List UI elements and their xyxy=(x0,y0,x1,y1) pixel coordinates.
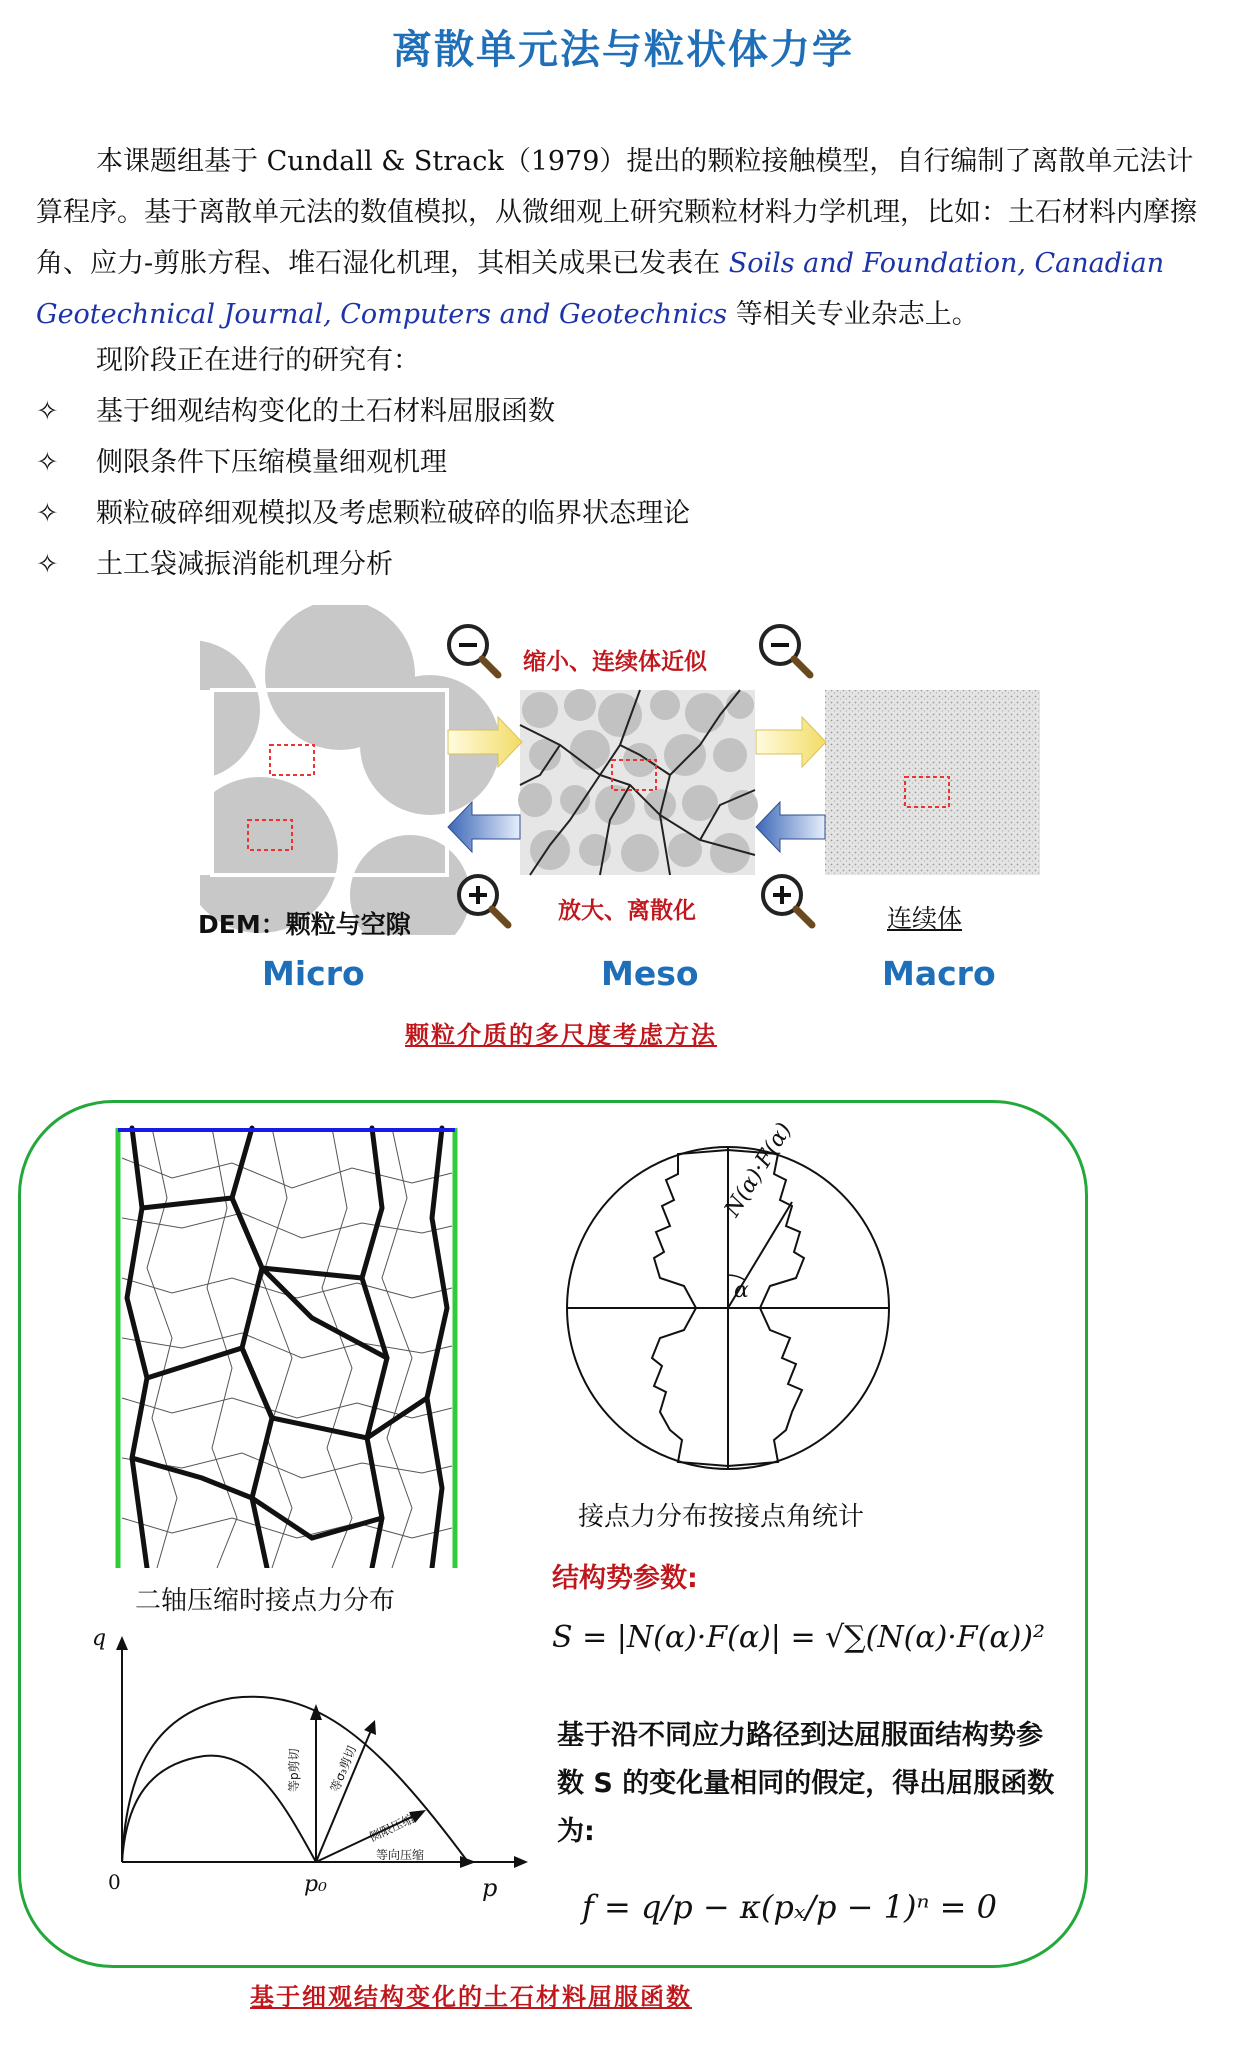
page-title: 离散单元法与粒状体力学 xyxy=(392,27,854,73)
polar-caption: 接点力分布按接点角统计 xyxy=(578,1502,865,1532)
intro-text-part1: 本课题组基于 Cundall & Strack（1979）提出的颗粒接触模型，自行编制了离散单元法计算程序。基于离散单元法的数值模拟，从微细观上研究颗粒材料力学机理，比如：土石材料内摩擦角、应力-剪胀方程、堆石湿化机理，其相关成果已发表在 xyxy=(36,146,1197,279)
intro-paragraph xyxy=(36,136,1216,340)
meso-panel xyxy=(518,689,758,875)
formula-f: f = q/p − κ(pₓ/p − 1)ⁿ = 0 xyxy=(582,1888,997,1926)
zoom-in-label: 放大、离散化 xyxy=(558,898,696,924)
polar-annotation: N(α)·F(α) xyxy=(720,1118,798,1222)
structure-param-heading: 结构势参数: xyxy=(552,1563,698,1594)
list-item: ✧ 基于细观结构变化的土石材料屈服函数 xyxy=(36,396,555,427)
sparkle-bullet-icon: ✧ xyxy=(36,447,59,478)
dem-label: DEM：颗粒与空隙 xyxy=(198,910,411,939)
scale-label-macro: Macro xyxy=(882,954,996,993)
list-item: ✧ 土工袋减振消能机理分析 xyxy=(36,549,393,580)
p-axis-label: p xyxy=(482,1874,498,1902)
figure1-caption: 颗粒介质的多尺度考虑方法 xyxy=(405,1021,717,1049)
journal-names: Soils and Foundation, Canadian Geotechnical Journal, Computers and Geotechnics xyxy=(36,248,1165,330)
path-label-constant-p: 等p剪切 xyxy=(287,1748,301,1792)
sparkle-bullet-icon: ✧ xyxy=(36,498,59,529)
contact-force-network xyxy=(112,1118,462,1568)
polar-angle-label: α xyxy=(734,1278,749,1303)
formula-S: S = |N(α)·F(α)| = √∑(N(α)·F(α))² xyxy=(552,1620,1046,1655)
zoom-out-label: 缩小、连续体近似 xyxy=(523,649,707,675)
path-label-constant-sigma3: 等σ₃剪切 xyxy=(327,1743,359,1794)
magnifier-minus-icon xyxy=(449,626,498,675)
network-caption: 二轴压缩时接点力分布 xyxy=(135,1586,396,1616)
macro-panel xyxy=(825,690,1040,875)
yield-description: 基于沿不同应力路径到达屈服面结构势参数 S 的变化量相同的假定，得出屈服函数为: xyxy=(557,1720,1055,1847)
intro-text-part2: 等相关专业杂志上。 xyxy=(727,299,979,330)
sparkle-bullet-icon: ✧ xyxy=(36,396,59,427)
list-item: ✧ 颗粒破碎细观模拟及考虑颗粒破碎的临界状态理论 xyxy=(36,498,690,529)
sparkle-bullet-icon: ✧ xyxy=(36,549,59,580)
p0-label: p₀ xyxy=(304,1872,327,1897)
path-label-oedometric: 侧限压缩 xyxy=(366,1811,417,1845)
path-label-isotropic: 等向压缩 xyxy=(376,1848,425,1862)
q-axis-label: q xyxy=(92,1626,107,1651)
magnifier-minus-icon xyxy=(761,626,810,675)
scale-label-micro: Micro xyxy=(262,954,365,993)
stress-path-graph xyxy=(96,1628,536,1890)
magnifier-plus-icon xyxy=(459,876,508,925)
list-item: ✧ 侧限条件下压缩模量细观机理 xyxy=(36,447,447,478)
figure2-caption: 基于细观结构变化的土石材料屈服函数 xyxy=(250,1983,692,2011)
continuum-label: 连续体 xyxy=(887,904,963,933)
current-research-intro: 现阶段正在进行的研究有： xyxy=(96,345,420,376)
scale-label-meso: Meso xyxy=(601,954,699,993)
magnifier-plus-icon xyxy=(763,876,812,925)
origin-label: 0 xyxy=(108,1870,121,1894)
